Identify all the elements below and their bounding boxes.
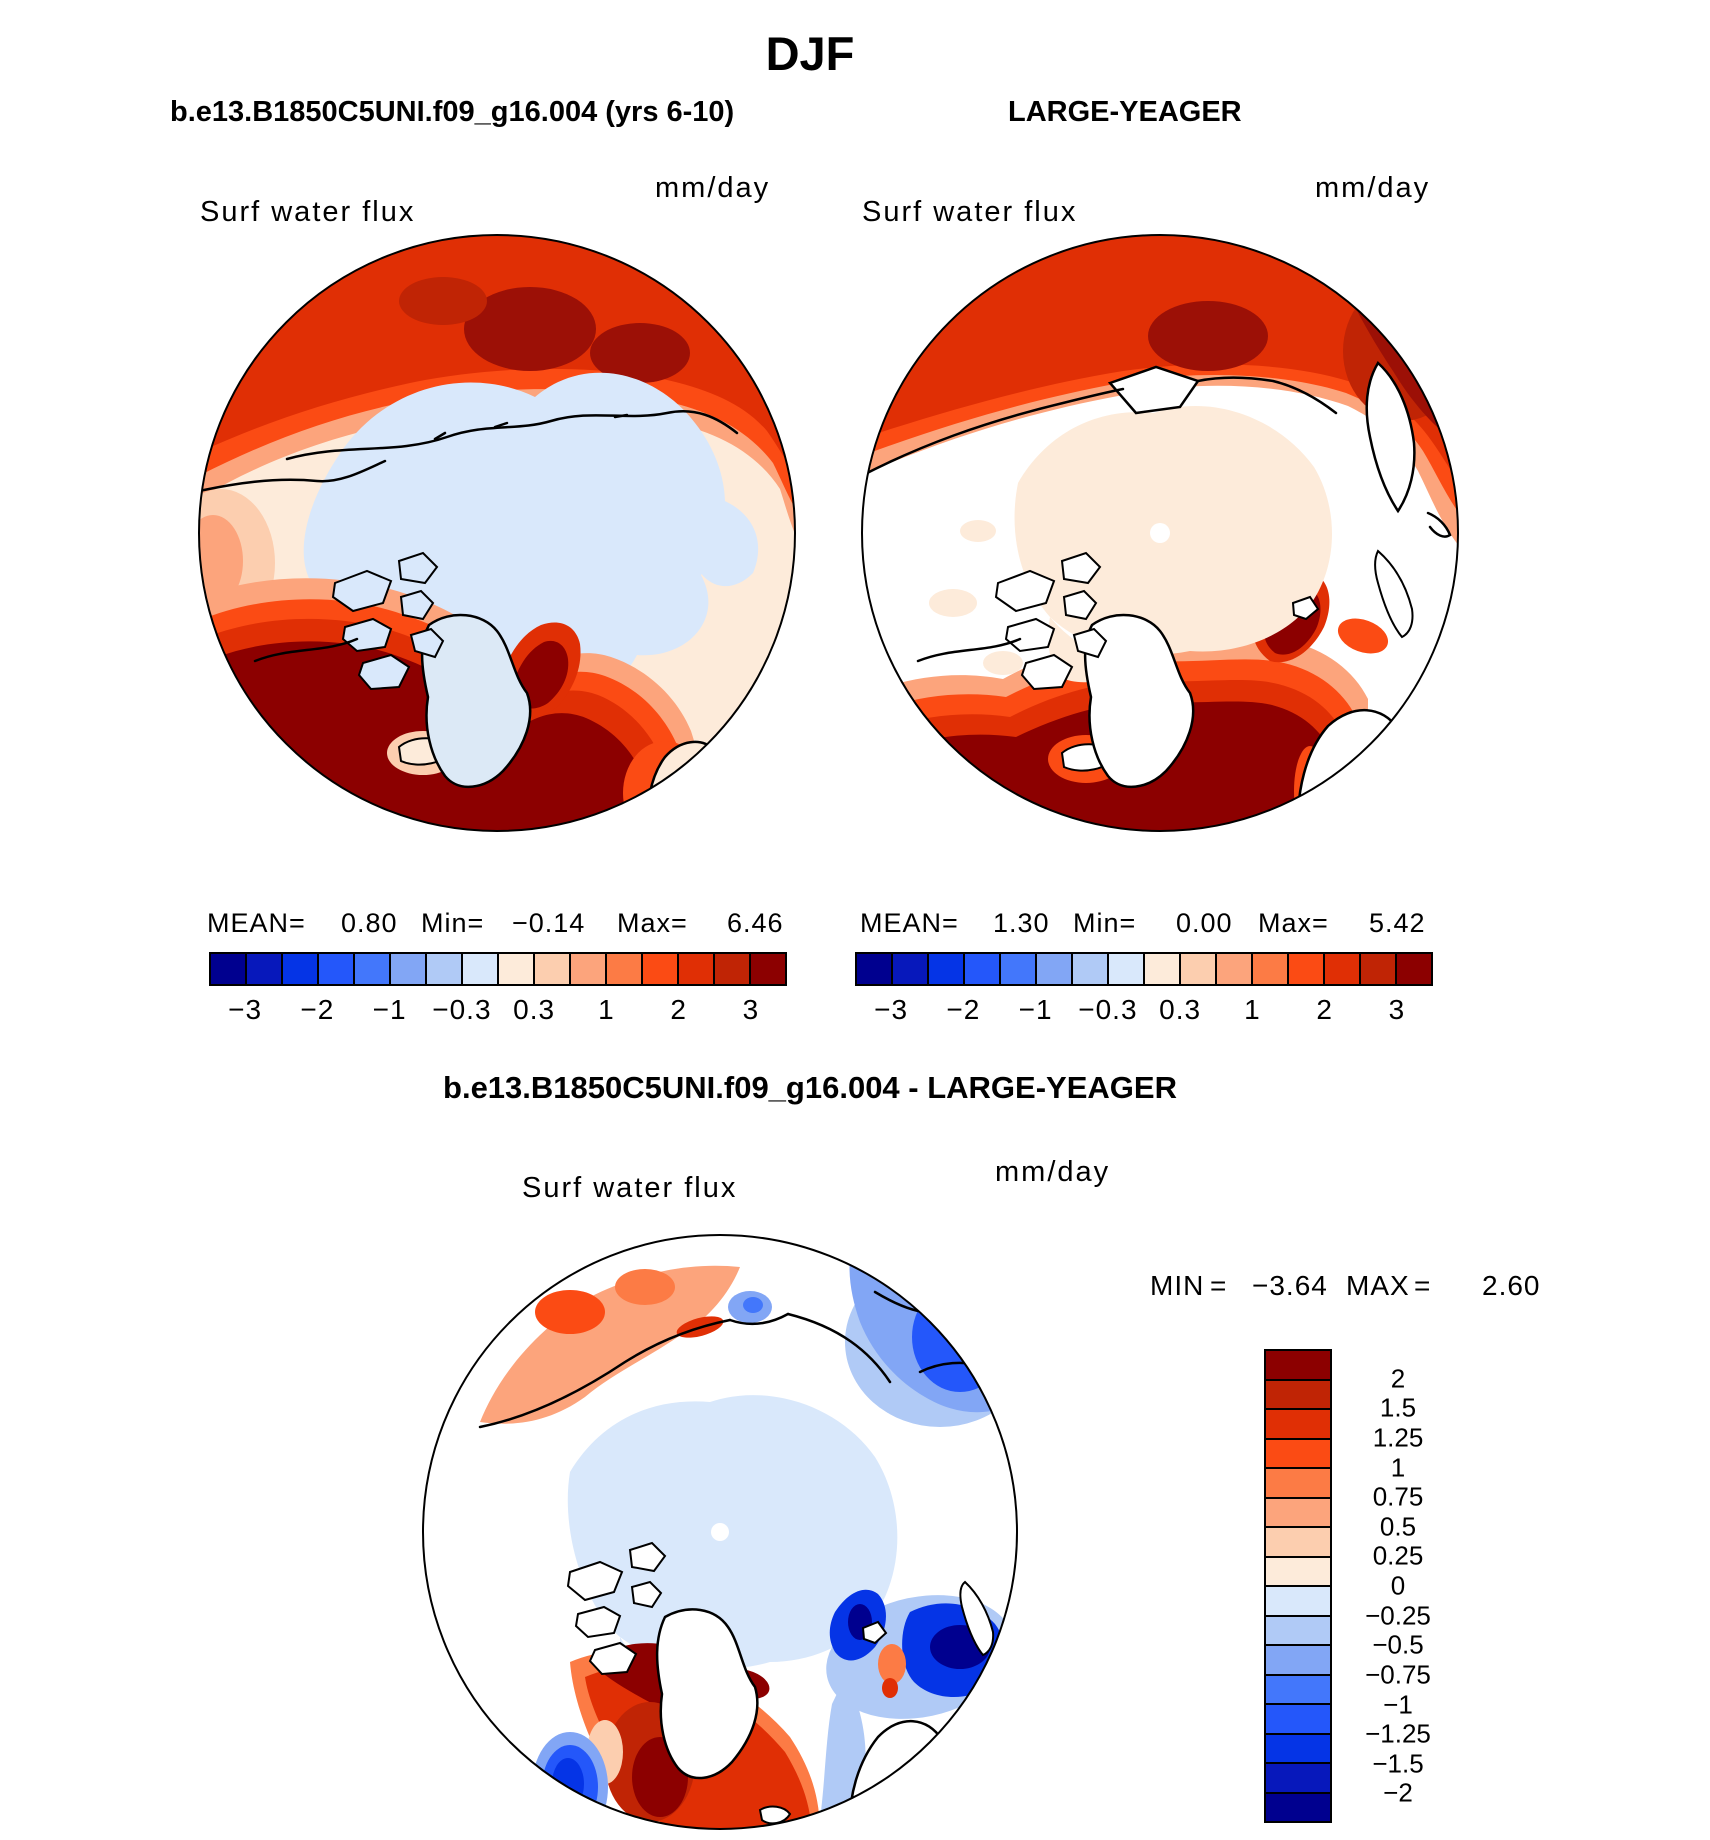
obs-max-label: Max= — [1258, 908, 1329, 938]
model-min-value: −0.14 — [512, 908, 586, 938]
obs-colorbar — [855, 952, 1433, 986]
obs-colorbar-ticks: −3 −2 −1 −0.3 0.3 1 2 3 — [874, 994, 1406, 1025]
obs-mean-label: MEAN= — [860, 908, 959, 938]
obs-min-label: Min= — [1073, 908, 1137, 938]
model-panel-title: b.e13.B1850C5UNI.f09_g16.004 (yrs 6-10) — [170, 96, 735, 128]
diff-field-label: Surf water flux — [522, 1172, 738, 1204]
obs-panel-title: LARGE-YEAGER — [1008, 96, 1242, 128]
diff-panel-title: b.e13.B1850C5UNI.f09_g16.004 - LARGE-YEAGER — [443, 1070, 1177, 1105]
diff-max-label: MAX — [1346, 1270, 1410, 1301]
obs-min-value: 0.00 — [1176, 908, 1233, 938]
obs-mean-value: 1.30 — [993, 908, 1050, 938]
diff-min-value: −3.64 — [1252, 1270, 1328, 1301]
model-field-label: Surf water flux — [200, 196, 416, 228]
model-colorbar — [209, 952, 787, 986]
pole-dot — [1150, 523, 1170, 543]
obs-max-value: 5.42 — [1369, 908, 1426, 938]
diff-min-eq: = — [1210, 1270, 1228, 1301]
diff-min-label: MIN — [1150, 1270, 1205, 1301]
obs-field-label: Surf water flux — [862, 196, 1078, 228]
diff-colorbar-ticks: 2 1.5 1.25 1 0.75 0.5 0.25 0 −0.25 −0.5 −0.75 −1 −1.25 −1.5 −2 — [1365, 1363, 1431, 1808]
model-min-label: Min= — [421, 908, 485, 938]
diff-units-label: mm/day — [995, 1156, 1111, 1188]
obs-map — [858, 231, 1462, 835]
model-units-label: mm/day — [655, 172, 771, 204]
model-max-value: 6.46 — [727, 908, 784, 938]
model-colorbar-ticks: −3 −2 −1 −0.3 0.3 1 2 3 — [228, 994, 760, 1025]
diff-max-value: 2.60 — [1482, 1270, 1541, 1301]
figure-title: DJF — [765, 27, 855, 80]
diff-max-eq: = — [1414, 1270, 1432, 1301]
pole-dot — [711, 1523, 729, 1541]
diff-map — [420, 1232, 1020, 1832]
model-mean-label: MEAN= — [207, 908, 306, 938]
obs-units-label: mm/day — [1315, 172, 1431, 204]
model-max-label: Max= — [617, 908, 688, 938]
diff-colorbar — [1264, 1349, 1332, 1823]
model-map — [195, 231, 799, 835]
model-mean-value: 0.80 — [341, 908, 398, 938]
